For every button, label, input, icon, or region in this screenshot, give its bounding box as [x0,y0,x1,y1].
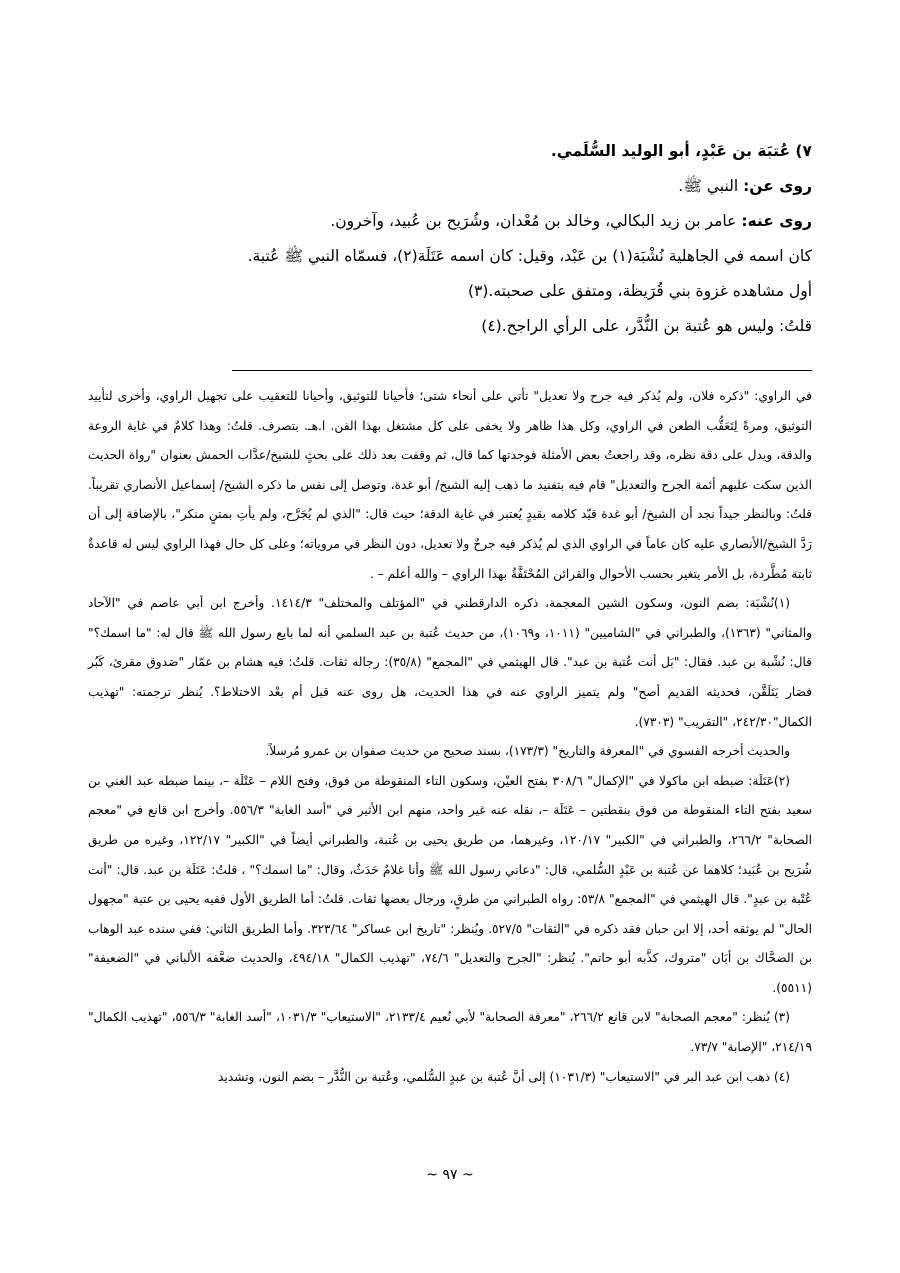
footnotes [88,382,812,1092]
footnote-paragraph: والحديث أخرجه الفسوي في "المعرفة والتاريخ" (١٧٣/٣)، بسند صحيح من حديث صفوان بن عمرو مُرسلاً. [265,744,790,759]
footnote-paragraph: (١)نُشْبَة: بضم النون، وسكون الشين المعجمة، ذكره الدارقطني في "المؤتلف والمختلف" ١٤١٤/٣. وأخرج ابن أبي عاصم في "الآحاد والمثاني" (١٣٦٣)، والطبراني في "الشاميين" (١٠١١، و١٠٦٩)، من حديث عُتبة بن عبد السلمي أنه لما بايع رسول الله ﷺ قال له: "ما اسمك؟" قال: نُشْبة بن عبد. فقال: "بَل أنت عُتبة بن عبد". قال الهيثمي في "المجمع" (٣٥/٨): رجاله ثقات. قلتُ: فيه هشام بن عمّار "صَدوق مقرئ، كَبُر فصَار يَتَلَقَّن، فحديثه القديم أصح" ولم يتميز الراوي عنه في هذا الحديث، هل روى عنه قبل أم بعْد الاختلاط؟. يُنظر ترجمته: "تهذيب الكمال"٢٤٢/٣٠، "التقريب" (٧٣٠٣). [88,596,812,729]
narrated-from-line [88,169,812,204]
document-page [88,0,812,1273]
narrators-line [88,204,812,239]
entry-title: ٧) عُتبَة بن عَبْدٍ، أبو الوليد السُّلَمي. [550,142,812,160]
footnote-paragraph: (٢)عَتَلَة: ضبطه ابن ماكولا في "الإكمال" ٣٠٨/٦ بفتح العيْن، وسكون التاء المنقوطة من فوق، وفتح اللام – عَتْلَة –، بينما ضبطه عبد الغني بن سعيد بفتح التاء المنقوطة من فوق بنقطتين – عَتَلَة –، نقله عنه غير واحد، منهم ابن الأثير في "أسد الغابة" ٥٥٦/٣. وأخرج ابن قانع في "معجم الصحابة" ٢٦٦/٢، والطبراني في "الكبير" ١٢٠/١٧، وغيرهما، من طريق يحيى بن عُتبة، والطبراني أيضاً في "الكبير" ١٢٢/١٧، وغيره من طريق شُرَيح بن عُبَيد؛ كلاهما عن عُتبة بن عَبْدٍ السُّلمي، قال: "دعاني رسول الله ﷺ وأنا غلامٌ حَدَثٌ، وقال: "ما اسمك؟" ، قلتُ: عَتَلَة بن عبد. قال: "أنت عُتْبة بن عبدٍ". قال الهيثمي في "المجمع" ٥٣/٨: رواه الطبراني من طرقٍ، ورجال بعضها ثقات. قلتُ: أما الطريق الأول ففيه يحيى بن عتبة "مجهول الحال" لم يوثقه أحد، إلا ابن حبان فقد ذكره في "الثقات" ٥٢٧/٥. ويُنظر: "تاريخ ابن عساكر" ٣٢٣/٦٤. وأما الطريق الثاني: ففي سنده عبد الوهاب بن الضحَّاك بن أبَان "متروك، كذَّبه أبو حاتم". يُنظر: "الجرح والتعديل" ٧٤/٦، "تهذيب الكمال" ٤٩٤/١٨، والحديث ضعَّفه الألباني في "الضعيفة" (٥٥١١). [88,773,813,995]
narrators-label: روى عنه: [741,212,812,230]
narrated-from-label: روى عن: [743,177,812,195]
narrated-from-text: النبي ﷺ. [678,177,744,195]
bio-line-name: كان اسمه في الجاهلية نُشْبَة(١) بن عَبْد، وقيل: كان اسمه عَتَلَة(٢)، فسمّاه النبي ﷺ عُتبة. [247,247,812,265]
footnote-paragraph: (٤) ذهب ابن عبد البر في "الاستيعاب" (١٠٣١/٣) إلى أنَّ عُتبة بن عبدٍ السُّلمي، وعُتبة بن النُّدَّر – بضم النون، وتشديد [218,1069,790,1084]
page-number: ~ ٩٧ ~ [426,1167,474,1183]
footnote-divider [232,370,812,371]
narrators-text: عامر بن زيد البكالي، وخالد بن مُعْدان، وشُرَيح بن عُبيد، وآخرون. [330,212,742,230]
bio-line-battles: أول مشاهده غزوة بني قُرَيظة، ومتفق على صحبته.(٣) [467,282,812,300]
footnote-paragraph: في الراوي: "ذكره فلان، ولم يُذكر فيه جرح ولا تعديل" تأتي على أنحاء شتى؛ فأحيانا للتوثيق، وأحيانا للتعقيب على تجهيل الراوي، وأخرى لتأييد التوثيق، ومرةً لِتَعَقُّب الطعن في الراوي، وكل هذا ظاهر ولا يخفى على كل مشتغل بهذا الفن. ا.هـ. بتصرف. قلتُ: وهذا كلامٌ في غاية الروعة والدقة، ويدل على دقة نظره، وقد راجعتُ بعض الأمثلة فوجدتها كما قال، ثم وقفت بعد ذلك على بحثٍ للشيخ/عدَّاب الحمش بعنوان "رواة الحديث الذين سكت عليهم أئمة الجرح والتعديل" قام فيه بتفنيد ما ذهب إليه الشيخ/ أبو غدة، وتوصل إلى نفس ما ذكره الشيخ/ إسماعيل الأنصاري تقريباً. قلتُ: وبالنظر جيداً نجد أن الشيخ/ أبو غدة قيّد كلامه بقيدٍ يُعتبر في غاية الدقة؛ حيث قال: "الذي لم يُجَرَّح، ولم يأتِ بمتنٍ منكر"، بالإضافة إلى أن رَدَّ الشيخ/الأنصاري عليه كان عاماً في الراوي الذي لم يُذكر فيه جرحٌ ولا تعديل، دون النظر في مروياته؛ وعلى كل حال فهذا الراوي ليس له قاعدةٌ ثابتة مُطَّردة، بل الأمر يتغير بحسب الأحوال والقرائن المُحْتَفَّةُ بهذا الراوي – والله أعلم – . [88,389,812,581]
main-text [88,134,812,344]
bio-line-note: قلتُ: وليس هو عُتبة بن النُّدَّر، على الرأي الراجح.(٤) [481,317,812,335]
footnote-paragraph: (٣) يُنظر: "معجم الصحابة" لابن قانع ٢٦٦/٢، "معرفة الصحابة" لأبي نُعيم ٢١٣٣/٤، "الاستيعاب" ١٠٣١/٣، "أسد الغابة" ٥٥٦/٣، "تهذيب الكمال" ٢١٤/١٩، "الإصابة" ٧٣/٧. [88,1010,812,1055]
